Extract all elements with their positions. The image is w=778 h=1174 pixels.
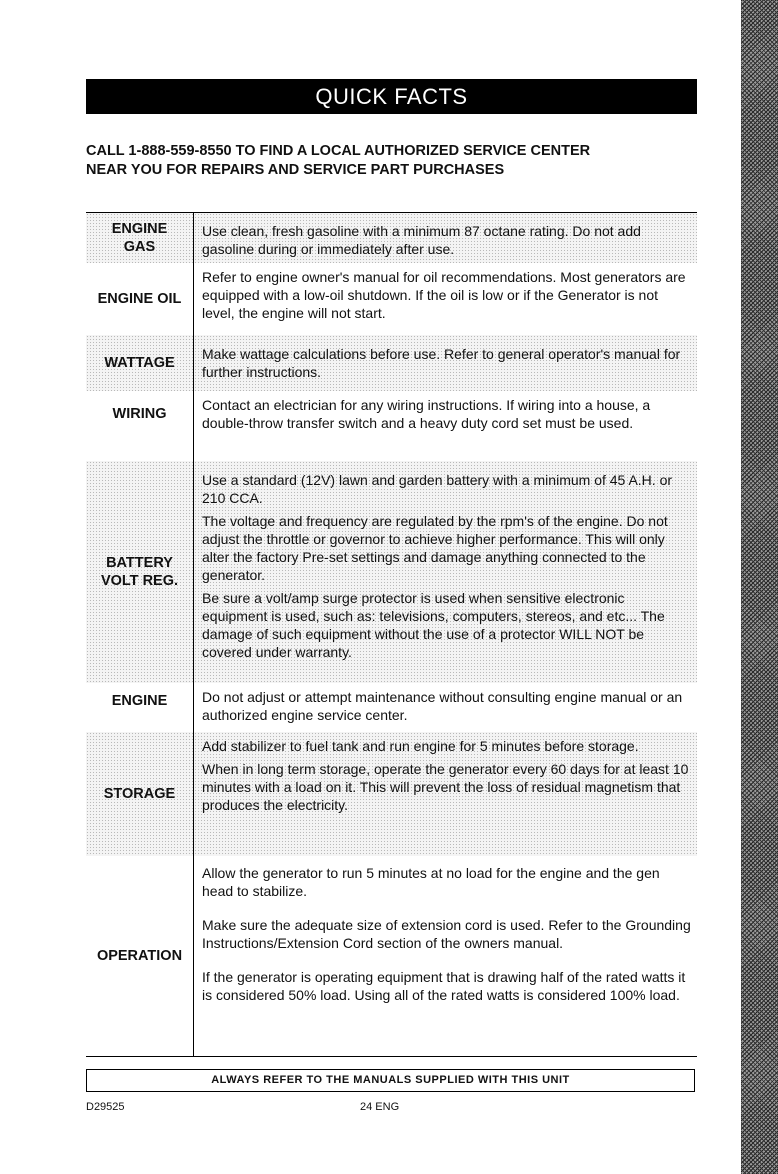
row-description: Make wattage calculations before use. Refer to general operator's manual for further instructions.: [202, 346, 681, 380]
table-row: [86, 856, 697, 1056]
table-row: [86, 263, 697, 335]
table-row: [86, 391, 697, 461]
row-label: ENGINE: [86, 683, 194, 732]
table-row: [86, 461, 697, 683]
table-row: [86, 683, 697, 732]
row-label: ENGINE GAS: [86, 213, 194, 263]
page-edge-texture: [741, 0, 778, 1174]
footer-notice: ALWAYS REFER TO THE MANUALS SUPPLIED WITH THIS UNIT: [86, 1069, 695, 1092]
service-callout: [86, 142, 706, 180]
table-row: [86, 335, 697, 391]
row-description: Add stabilizer to fuel tank and run engine for 5 minutes before storage. When in long term storage, operate the generator every 60 days for at least 10 minutes with a load on it. This will prevent the loss of residual magnetism that produces the electricity.: [202, 738, 689, 813]
page-number: 24 ENG: [360, 1101, 400, 1113]
page-title: QUICK FACTS: [86, 79, 697, 114]
facts-table: [86, 212, 697, 1057]
row-label: WATTAGE: [86, 335, 194, 391]
row-label: WIRING: [86, 391, 194, 461]
row-label: OPERATION: [86, 856, 194, 1056]
table-row: [86, 213, 697, 263]
row-description: Use a standard (12V) lawn and garden battery with a minimum of 45 A.H. or 210 CCA. The voltage and frequency are regulated by the rpm's of the engine. Do not adjust the throttle or governor to achieve higher performance. This will only alter the factory Pre-set settings and damage anything connected to the generator. Be sure a volt/amp surge protector is used when sensitive electronic equipment is used, such as: televisions, computers, stereos, and etc... The damage of such equipment without the use of a protector WILL NOT be covered under warranty.: [202, 472, 673, 660]
row-description: Allow the generator to run 5 minutes at no load for the engine and the gen head to stabilize. Make sure the adequate size of extension cord is used. Refer to the Grounding Instructions/Extension Cord section of the owners manual. If the generator is operating equipment that is drawing half of the rated watts it is considered 50% load. Using all of the rated watts is considered 100% load.: [202, 865, 691, 1003]
row-label: BATTERY VOLT REG.: [86, 461, 194, 683]
callout-line: NEAR YOU FOR REPAIRS AND SERVICE PART PURCHASES: [86, 162, 505, 178]
row-description: Refer to engine owner's manual for oil recommendations. Most generators are equipped with a low-oil shutdown. If the oil is low or if the Generator is not level, the engine will not start.: [202, 269, 686, 321]
row-label: ENGINE OIL: [86, 263, 194, 335]
row-description: Use clean, fresh gasoline with a minimum 87 octane rating. Do not add gasoline during or immediately after use.: [202, 223, 641, 257]
table-row: [86, 732, 697, 856]
row-description: Do not adjust or attempt maintenance without consulting engine manual or an authorized engine service center.: [202, 689, 683, 723]
row-label: STORAGE: [86, 732, 194, 856]
document-code: D29525: [86, 1101, 125, 1113]
row-description: Contact an electrician for any wiring instructions. If wiring into a house, a double-throw transfer switch and a heavy duty cord set must be used.: [202, 397, 651, 431]
callout-line: CALL 1-888-559-8550 TO FIND A LOCAL AUTHORIZED SERVICE CENTER: [86, 143, 591, 159]
